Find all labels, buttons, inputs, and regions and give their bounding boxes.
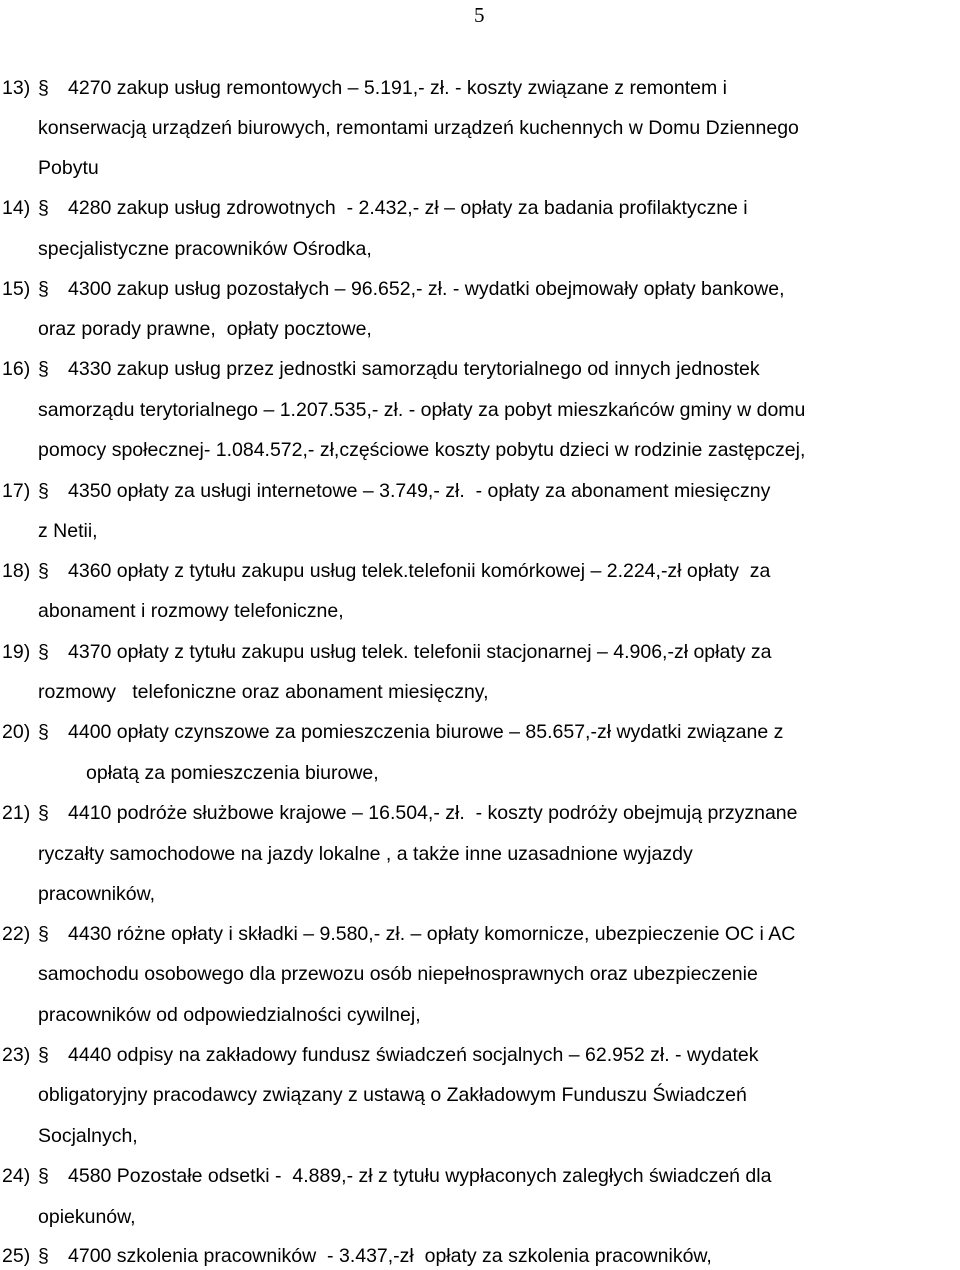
entry-first-line: [2, 640, 772, 664]
entry-first-line: [2, 479, 770, 503]
section-symbol: §: [38, 1165, 49, 1187]
entry-first-line: [2, 76, 727, 100]
section-symbol: §: [38, 77, 49, 99]
entry-continuation-line: Socjalnych,: [38, 1125, 138, 1147]
section-symbol: §: [38, 721, 49, 743]
entry-text: 4440 odpisy na zakładowy fundusz świadczeń socjalnych – 62.952 zł. - wydatek: [68, 1044, 759, 1066]
section-symbol: §: [38, 480, 49, 502]
section-symbol: §: [38, 641, 49, 663]
entry-text: 4430 różne opłaty i składki – 9.580,- zł. – opłaty komornicze, ubezpieczenie OC i AC: [68, 923, 796, 945]
entry-number: 24): [2, 1165, 31, 1187]
entry-first-line: [2, 720, 783, 744]
entry-number: 20): [2, 721, 31, 743]
entry-continuation-line: Pobytu: [38, 157, 99, 179]
section-symbol: §: [38, 278, 49, 300]
entry-first-line: [2, 277, 785, 301]
entry-first-line: [2, 922, 795, 946]
entry-number: 23): [2, 1044, 31, 1066]
entry-number: 19): [2, 641, 31, 663]
entry-first-line: [2, 559, 770, 583]
entry-number: 17): [2, 480, 31, 502]
section-symbol: §: [38, 560, 49, 582]
entry-continuation-line: opłatą za pomieszczenia biurowe,: [86, 762, 379, 784]
entry-continuation-line: abonament i rozmowy telefoniczne,: [38, 600, 344, 622]
entry-number: 13): [2, 77, 31, 99]
entry-number: 22): [2, 923, 31, 945]
entry-number: 14): [2, 197, 31, 219]
entry-text: 4270 zakup usług remontowych – 5.191,- zł. - koszty związane z remontem i: [68, 77, 727, 99]
entry-continuation-line: z Netii,: [38, 520, 98, 542]
entry-continuation-line: pomocy społecznej- 1.084.572,- zł,częściowe koszty pobytu dzieci w rodzinie zastępczej,: [38, 439, 806, 461]
entry-first-line: [2, 1043, 758, 1067]
entry-first-line: [2, 357, 760, 381]
entry-continuation-line: opiekunów,: [38, 1206, 136, 1228]
entry-continuation-line: obligatoryjny pracodawcy związany z ustawą o Zakładowym Funduszu Świadczeń: [38, 1084, 747, 1106]
page-number: 5: [474, 3, 485, 27]
entry-number: 18): [2, 560, 31, 582]
section-symbol: §: [38, 802, 49, 824]
entry-first-line: [2, 1164, 771, 1188]
section-symbol: §: [38, 197, 49, 219]
entry-number: 21): [2, 802, 31, 824]
section-symbol: §: [38, 923, 49, 945]
entry-first-line: [2, 196, 748, 220]
entry-text: 4400 opłaty czynszowe za pomieszczenia biurowe – 85.657,-zł wydatki związane z: [68, 721, 784, 743]
entry-first-line: [2, 1244, 712, 1268]
entry-continuation-line: specjalistyczne pracowników Ośrodka,: [38, 238, 372, 260]
section-symbol: §: [38, 358, 49, 380]
entry-continuation-line: pracowników od odpowiedzialności cywilnej,: [38, 1004, 421, 1026]
entry-number: 15): [2, 278, 31, 300]
entry-continuation-line: rozmowy telefoniczne oraz abonament miesięczny,: [38, 681, 489, 703]
entry-text: 4410 podróże służbowe krajowe – 16.504,- zł. - koszty podróży obejmują przyznane: [68, 802, 798, 824]
entry-continuation-line: oraz porady prawne, opłaty pocztowe,: [38, 318, 372, 340]
entry-continuation-line: pracowników,: [38, 883, 156, 905]
entry-number: 25): [2, 1245, 31, 1267]
entry-first-line: [2, 801, 797, 825]
section-symbol: §: [38, 1245, 49, 1267]
entry-text: 4370 opłaty z tytułu zakupu usług telek. telefonii stacjonarnej – 4.906,-zł opłaty za: [68, 641, 772, 663]
entry-number: 16): [2, 358, 31, 380]
entry-text: 4330 zakup usług przez jednostki samorządu terytorialnego od innych jednostek: [68, 358, 760, 380]
entry-continuation-line: samorządu terytorialnego – 1.207.535,- zł. - opłaty za pobyt mieszkańców gminy w domu: [38, 399, 806, 421]
entry-text: 4280 zakup usług zdrowotnych - 2.432,- zł – opłaty za badania profilaktyczne i: [68, 197, 748, 219]
section-symbol: §: [38, 1044, 49, 1066]
entry-text: 4300 zakup usług pozostałych – 96.652,- zł. - wydatki obejmowały opłaty bankowe,: [68, 278, 785, 300]
entry-text: 4350 opłaty za usługi internetowe – 3.749,- zł. - opłaty za abonament miesięczny: [68, 480, 771, 502]
entry-text: 4700 szkolenia pracowników - 3.437,-zł opłaty za szkolenia pracowników,: [68, 1245, 712, 1267]
entry-text: 4360 opłaty z tytułu zakupu usług telek.telefonii komórkowej – 2.224,-zł opłaty za: [68, 560, 771, 582]
entry-continuation-line: ryczałty samochodowe na jazdy lokalne , a także inne uzasadnione wyjazdy: [38, 843, 693, 865]
entry-continuation-line: konserwacją urządzeń biurowych, remontami urządzeń kuchennych w Domu Dziennego: [38, 117, 799, 139]
entry-text: 4580 Pozostałe odsetki - 4.889,- zł z tytułu wypłaconych zaległych świadczeń dla: [68, 1165, 772, 1187]
entry-continuation-line: samochodu osobowego dla przewozu osób niepełnosprawnych oraz ubezpieczenie: [38, 963, 758, 985]
